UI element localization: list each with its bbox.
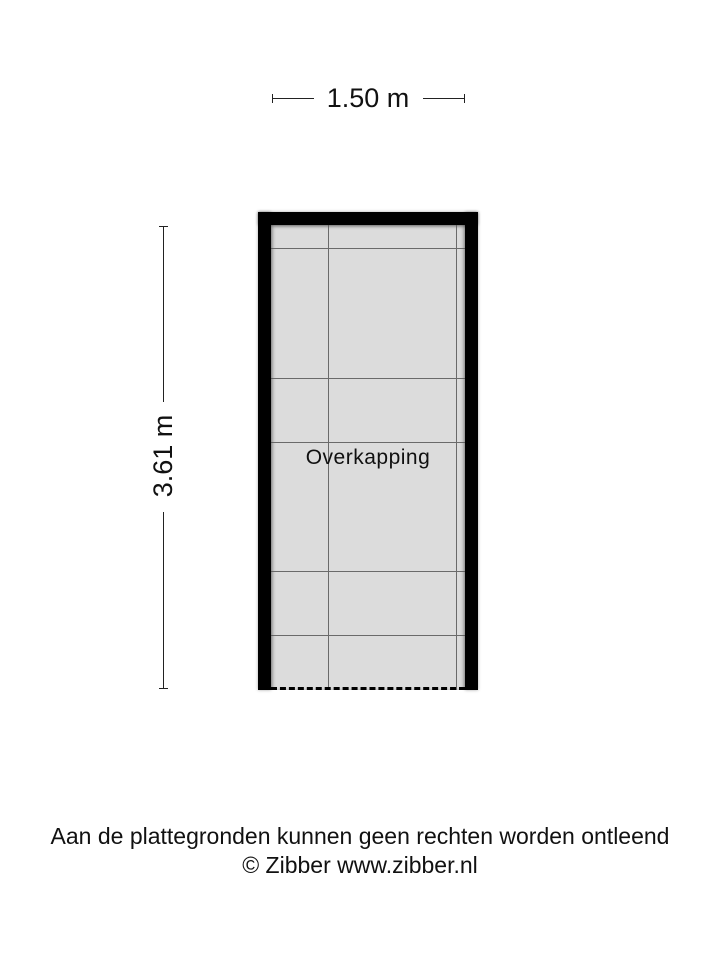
- dimension-tick: [159, 688, 168, 689]
- open-side-dashed-line: [271, 687, 465, 690]
- grid-line: [271, 635, 465, 636]
- grid-line: [271, 248, 465, 249]
- grid-line: [271, 378, 465, 379]
- wall-top: [258, 212, 478, 225]
- dimension-line: [272, 98, 314, 99]
- disclaimer-text: Aan de plattegronden kunnen geen rechten worden ontleend: [50, 823, 670, 849]
- dimension-line: [163, 226, 164, 402]
- dimension-line: [163, 512, 164, 688]
- width-dimension-label: 1.50 m: [326, 83, 410, 113]
- room-label: Overkapping: [305, 446, 431, 469]
- height-dimension-label: 3.61 m: [148, 414, 178, 498]
- dimension-tick: [464, 94, 465, 103]
- room-overkapping: [258, 212, 478, 690]
- grid-line: [271, 442, 465, 443]
- grid-line: [271, 571, 465, 572]
- dimension-line: [423, 98, 465, 99]
- copyright-text: © Zibber www.zibber.nl: [242, 852, 478, 878]
